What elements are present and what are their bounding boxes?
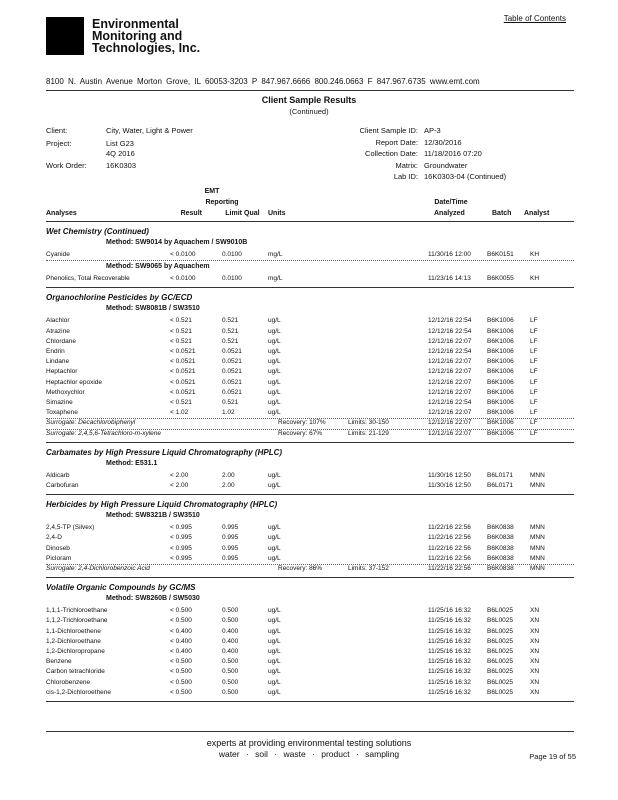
collection-date-value: 11/18/2016 07:20	[424, 149, 482, 158]
batch-id: B6L0171	[487, 482, 514, 489]
analyte-name: cis-1,2-Dichloroethene	[46, 688, 112, 696]
reporting-limit: 0.500	[222, 688, 239, 696]
result-value: < 0.500	[170, 658, 192, 666]
reporting-limit: 0.400	[222, 627, 239, 635]
footer-services: water · soil · waste · product · sampling	[218, 749, 400, 759]
analyte-name: Chlorobenzene	[46, 678, 91, 686]
analyte-name: Dinoseb	[46, 544, 70, 552]
analyte-name: Endrin	[46, 348, 65, 355]
result-value: < 0.521	[170, 327, 192, 335]
col-result: Result	[180, 210, 202, 217]
surrogate-recovery: Recovery: 86%	[278, 565, 323, 572]
analyzed-datetime: 11/25/16 16:32	[428, 688, 471, 696]
batch-id: B6L0171	[487, 471, 514, 479]
analyte-name: Carbon tetrachloride	[46, 668, 105, 676]
analyzed-datetime: 11/25/16 16:32	[428, 668, 471, 676]
report-date-label: Report Date:	[375, 138, 418, 147]
result-value: < 0.521	[170, 399, 192, 406]
analyst-id: LF	[530, 409, 538, 417]
reporting-limit: 0.995	[222, 544, 239, 552]
analyzed-datetime: 12/12/16 22:07	[428, 368, 472, 376]
batch-id: B6L0025	[487, 688, 514, 696]
result-value: < 0.0100	[170, 251, 196, 258]
analyzed-datetime: 12/12/16 22:07	[428, 419, 472, 427]
units-value: ug/L	[268, 358, 281, 366]
units-value: ug/L	[268, 607, 281, 615]
batch-id: B6K0838	[487, 534, 514, 542]
result-value: < 0.0521	[170, 368, 196, 376]
collection-date-label: Collection Date:	[365, 149, 418, 158]
analyzed-datetime: 11/22/16 22:56	[428, 544, 471, 552]
analyst-id: MNN	[530, 554, 545, 562]
analyte-name: Cyanide	[46, 251, 70, 258]
batch-id: B6K1006	[487, 317, 514, 325]
analyzed-datetime: 11/30/16 12:50	[428, 482, 471, 489]
section-title: Organochlorine Pesticides by GC/ECD	[46, 293, 193, 303]
units-value: ug/L	[268, 524, 281, 532]
analyte-name: 1,1-Dichloroethene	[46, 627, 101, 635]
col-reporting: Reporting	[205, 199, 239, 206]
result-value: < 1.02	[170, 409, 189, 417]
analyte-name: 2,4,5-TP (Silvex)	[46, 524, 95, 532]
batch-id: B6K0838	[487, 544, 514, 552]
analyte-name: Simazine	[46, 399, 73, 406]
analyte-name: Atrazine	[46, 327, 70, 335]
reporting-limit: 0.0521	[222, 388, 242, 396]
units-value: ug/L	[268, 409, 281, 417]
result-value: < 0.500	[170, 688, 192, 696]
result-value: < 0.500	[170, 607, 192, 615]
analyst-id: MNN	[530, 544, 545, 552]
footer-divider	[46, 731, 574, 732]
surrogate-limits: Limits: 30-150	[348, 419, 389, 427]
method-label: Method: SW8260B / SW5030	[106, 595, 200, 603]
analyzed-datetime: 12/12/16 22:07	[428, 409, 472, 417]
section-title: Carbamates by High Pressure Liquid Chromatography (HPLC)	[46, 447, 283, 457]
batch-id: B6K1006	[487, 368, 514, 376]
company-name	[92, 18, 200, 54]
col-batch: Batch	[492, 210, 512, 217]
method-divider	[46, 260, 574, 261]
surrogate-name: Surrogate: 2,4,5,6-Tetrachloro-m-xylene	[46, 429, 162, 437]
analyzed-datetime: 11/30/16 12:00	[428, 251, 471, 258]
analyte-name: Alachlor	[46, 317, 70, 325]
units-value: ug/L	[268, 388, 281, 396]
analyst-id: XN	[530, 668, 540, 676]
batch-id: B6L0025	[487, 607, 514, 615]
analyst-id: MNN	[530, 524, 545, 532]
units-value: ug/L	[268, 637, 281, 645]
analyzed-datetime: 11/25/16 16:32	[428, 678, 471, 686]
units-value: ug/L	[268, 337, 281, 345]
sample-id-label: Client Sample ID:	[359, 126, 418, 135]
reporting-limit: 0.0521	[222, 378, 242, 386]
method-label: Method: SW9065 by Aquachem	[106, 263, 210, 271]
analyte-name: Aldicarb	[46, 471, 70, 479]
batch-id: B6L0025	[487, 668, 514, 676]
reporting-limit: 0.995	[222, 534, 239, 542]
units-value: ug/L	[268, 368, 281, 376]
company-name-line2: Monitoring and	[92, 29, 183, 43]
company-address: 8100 N. Austin Avenue Morton Grove, IL 60053-3203 P 847.967.6666 800.246.0663 F 847.967.6735 www.emt.com	[46, 77, 480, 86]
section-title: Wet Chemistry (Continued)	[46, 227, 149, 236]
reporting-limit: 0.500	[222, 658, 239, 666]
batch-id: B6K1006	[487, 348, 514, 355]
footer-tagline: experts at providing environmental testing solutions	[206, 738, 412, 748]
col-limit: Limit	[225, 210, 242, 217]
surrogate-recovery: Recovery: 67%	[278, 429, 323, 437]
units-value: ug/L	[268, 471, 281, 479]
page-number: Page 19 of 55	[529, 752, 576, 761]
analyst-id: LF	[530, 399, 538, 406]
section-divider	[46, 577, 574, 578]
client-label: Client:	[46, 126, 68, 135]
analyst-id: XN	[530, 617, 540, 625]
workorder-value: 16K0303	[106, 161, 137, 170]
section-title: Herbicides by High Pressure Liquid Chromatography (HPLC)	[46, 500, 278, 510]
method-label: Method: E531.1	[106, 459, 158, 467]
reporting-limit: 0.521	[222, 399, 239, 406]
analyst-id: KH	[530, 251, 540, 258]
analyte-name: Benzene	[46, 658, 72, 666]
page-subtitle: (Continued)	[289, 107, 329, 116]
project-label: Project:	[46, 139, 72, 148]
result-value: < 0.400	[170, 627, 192, 635]
units-value: ug/L	[268, 627, 281, 635]
reporting-limit: 0.500	[222, 678, 239, 686]
report-date-value: 12/30/2016	[424, 138, 462, 147]
batch-id: B6K1006	[487, 337, 514, 345]
units-value: mg/L	[268, 275, 283, 283]
batch-id: B6L0025	[487, 648, 514, 655]
analyzed-datetime: 11/25/16 16:32	[428, 627, 471, 635]
units-value: ug/L	[268, 482, 281, 489]
method-label: Method: SW9014 by Aquachem / SW9010B	[106, 239, 248, 246]
result-value: < 0.500	[170, 668, 192, 676]
section-divider	[46, 701, 574, 702]
analyzed-datetime: 11/30/16 12:50	[428, 471, 471, 479]
analyte-name: 1,1,1-Trichloroethane	[46, 607, 108, 615]
result-value: < 0.500	[170, 617, 192, 625]
analyte-name: Picloram	[46, 554, 72, 562]
analyte-name: 1,2-Dichloroethane	[46, 637, 101, 645]
analyzed-datetime: 11/22/16 22:56	[428, 554, 471, 562]
reporting-limit: 0.400	[222, 637, 239, 645]
table-of-contents-link[interactable]: Table of Contents	[503, 14, 566, 23]
result-value: < 0.0521	[170, 348, 196, 355]
analyst-id: LF	[530, 419, 538, 427]
page-title: Client Sample Results	[261, 95, 357, 105]
analyst-id: LF	[530, 378, 538, 386]
section-title: Volatile Organic Compounds by GC/MS	[46, 583, 196, 593]
analyte-name: Lindane	[46, 358, 70, 366]
reporting-limit: 1.02	[222, 409, 235, 417]
company-logo	[46, 17, 84, 55]
analyte-name: 1,2-Dichloropropane	[46, 648, 105, 655]
analyte-name: Carbofuran	[46, 482, 79, 489]
analyzed-datetime: 11/25/16 16:32	[428, 607, 471, 615]
col-emt: EMT	[204, 188, 220, 195]
analyst-id: XN	[530, 637, 540, 645]
batch-id: B6K1006	[487, 399, 514, 406]
units-value: ug/L	[268, 668, 281, 676]
units-value: ug/L	[268, 554, 281, 562]
units-value: ug/L	[268, 317, 281, 325]
units-value: ug/L	[268, 534, 281, 542]
surrogate-recovery: Recovery: 107%	[278, 419, 326, 427]
analyzed-datetime: 12/12/16 22:07	[428, 337, 472, 345]
sample-id-value: AP-3	[424, 126, 441, 135]
analyst-id: XN	[530, 607, 540, 615]
lab-id-label: Lab ID:	[393, 172, 418, 181]
analyst-id: LF	[530, 388, 538, 396]
analyte-name: 2,4-D	[46, 534, 62, 542]
reporting-limit: 0.995	[222, 554, 239, 562]
analyzed-datetime: 11/25/16 16:32	[428, 637, 471, 645]
section-divider	[46, 287, 574, 288]
analyst-id: MNN	[530, 471, 545, 479]
result-value: < 0.995	[170, 544, 192, 552]
result-value: < 0.521	[170, 337, 192, 345]
analyzed-datetime: 12/12/16 22:07	[428, 388, 472, 396]
company-name-line1: Environmental	[92, 17, 179, 31]
project-value-2: 4Q 2016	[106, 149, 135, 158]
analyzed-datetime: 12/12/16 22:07	[428, 358, 472, 366]
analyzed-datetime: 12/12/16 22:54	[428, 399, 472, 406]
units-value: ug/L	[268, 658, 281, 666]
reporting-limit: 0.500	[222, 668, 239, 676]
units-value: ug/L	[268, 617, 281, 625]
method-label: Method: SW8081B / SW3510	[106, 305, 200, 313]
batch-id: B6K1006	[487, 327, 514, 335]
units-value: ug/L	[268, 648, 281, 655]
analyte-name: Phenolics, Total Recoverable	[46, 275, 130, 283]
col-qual: Qual	[244, 210, 260, 217]
reporting-limit: 0.521	[222, 327, 239, 335]
header-divider	[46, 90, 574, 91]
surrogate-name: Surrogate: 2,4-Dichlorobenzoic Acid	[46, 565, 150, 572]
analyst-id: XN	[530, 688, 540, 696]
col-analyses: Analyses	[46, 210, 77, 217]
analyte-name: Toxaphene	[46, 409, 78, 417]
batch-id: B6K1006	[487, 388, 514, 396]
analyst-id: LF	[530, 429, 538, 437]
result-value: < 0.500	[170, 678, 192, 686]
units-value: ug/L	[268, 678, 281, 686]
surrogate-name: Surrogate: Decachlorobiphenyl	[46, 419, 136, 427]
analyzed-datetime: 12/12/16 22:07	[428, 378, 472, 386]
batch-id: B6K0838	[487, 565, 514, 572]
analyzed-datetime: 11/22/16 22:56	[428, 524, 471, 532]
col-units: Units	[268, 210, 286, 217]
batch-id: B6L0025	[487, 658, 514, 666]
result-value: < 0.0521	[170, 358, 196, 366]
reporting-limit: 0.400	[222, 648, 239, 655]
analyst-id: LF	[530, 327, 538, 335]
result-value: < 0.995	[170, 554, 192, 562]
section-divider	[46, 442, 574, 443]
batch-id: B6K0055	[487, 275, 514, 283]
units-value: ug/L	[268, 399, 281, 406]
client-value: City, Water, Light & Power	[106, 126, 193, 135]
batch-id: B6K0838	[487, 554, 514, 562]
analyte-name: Methoxychlor	[46, 388, 85, 396]
analyst-id: MNN	[530, 565, 545, 572]
batch-id: B6K1006	[487, 358, 514, 366]
analyst-id: MNN	[530, 534, 545, 542]
analyzed-datetime: 11/23/16 14:13	[428, 275, 471, 283]
result-value: < 0.521	[170, 317, 192, 325]
analyte-name: Heptachlor epoxide	[46, 378, 103, 386]
analyzed-datetime: 11/25/16 16:32	[428, 658, 471, 666]
col-datetime: Date/Time	[434, 199, 468, 206]
analyzed-datetime: 12/12/16 22:54	[428, 327, 472, 335]
lab-id-value: 16K0303-04 (Continued)	[424, 172, 507, 181]
reporting-limit: 0.500	[222, 607, 239, 615]
batch-id: B6L0025	[487, 617, 514, 625]
workorder-label: Work Order:	[46, 161, 87, 170]
analyzed-datetime: 12/12/16 22:54	[428, 317, 472, 325]
surrogate-limits: Limits: 21-129	[348, 429, 389, 437]
batch-id: B6K0151	[487, 251, 514, 258]
column-header-divider	[46, 221, 574, 222]
result-value: < 0.995	[170, 524, 192, 532]
reporting-limit: 0.0100	[222, 275, 242, 283]
units-value: mg/L	[268, 251, 283, 258]
result-value: < 0.0100	[170, 275, 196, 283]
units-value: ug/L	[268, 378, 281, 386]
batch-id: B6K1006	[487, 419, 514, 427]
reporting-limit: 0.0521	[222, 368, 242, 376]
method-label: Method: SW8321B / SW3510	[106, 512, 200, 520]
batch-id: B6K1006	[487, 378, 514, 386]
section-divider	[46, 494, 574, 495]
reporting-limit: 0.0521	[222, 358, 242, 366]
analyst-id: LF	[530, 317, 538, 325]
result-value: < 0.400	[170, 648, 192, 655]
analyst-id: LF	[530, 337, 538, 345]
units-value: ug/L	[268, 327, 281, 335]
col-analyzed: Analyzed	[434, 210, 465, 217]
result-value: < 2.00	[170, 471, 189, 479]
reporting-limit: 0.521	[222, 337, 239, 345]
batch-id: B6L0025	[487, 627, 514, 635]
analyst-id: LF	[530, 368, 538, 376]
analyst-id: KH	[530, 275, 540, 283]
reporting-limit: 0.500	[222, 617, 239, 625]
reporting-limit: 0.0100	[222, 251, 242, 258]
analyzed-datetime: 12/12/16 22:07	[428, 429, 472, 437]
units-value: ug/L	[268, 544, 281, 552]
analyst-id: XN	[530, 627, 540, 635]
batch-id: B6L0025	[487, 637, 514, 645]
result-value: < 0.400	[170, 637, 192, 645]
reporting-limit: 0.995	[222, 524, 239, 532]
analyzed-datetime: 11/22/16 22:56	[428, 534, 471, 542]
analyzed-datetime: 11/22/16 22:56	[428, 565, 471, 572]
analyst-id: XN	[530, 678, 540, 686]
analyst-id: LF	[530, 348, 538, 355]
matrix-value: Groundwater	[424, 161, 468, 170]
reporting-limit: 2.00	[222, 471, 235, 479]
project-value-1: List G23	[106, 139, 134, 148]
company-name-line3: Technologies, Inc.	[92, 41, 201, 55]
analyzed-datetime: 12/12/16 22:54	[428, 348, 472, 355]
units-value: ug/L	[268, 688, 281, 696]
analyte-name: Chlordane	[46, 337, 76, 345]
units-value: ug/L	[268, 348, 281, 355]
analyst-id: MNN	[530, 482, 545, 489]
batch-id: B6K1006	[487, 409, 514, 417]
batch-id: B6L0025	[487, 678, 514, 686]
analyzed-datetime: 11/25/16 16:32	[428, 617, 471, 625]
col-analyst: Analyst	[524, 210, 550, 217]
analyst-id: LF	[530, 358, 538, 366]
reporting-limit: 0.0521	[222, 348, 242, 355]
analyzed-datetime: 11/25/16 16:32	[428, 648, 471, 655]
reporting-limit: 2.00	[222, 482, 235, 489]
result-value: < 2.00	[170, 482, 189, 489]
analyst-id: XN	[530, 648, 540, 655]
result-value: < 0.0521	[170, 388, 196, 396]
analyte-name: Heptachlor	[46, 368, 78, 376]
reporting-limit: 0.521	[222, 317, 239, 325]
matrix-label: Matrix:	[395, 161, 418, 170]
analyte-name: 1,1,2-Trichloroethane	[46, 617, 108, 625]
result-value: < 0.995	[170, 534, 192, 542]
analyst-id: XN	[530, 658, 540, 666]
result-value: < 0.0521	[170, 378, 196, 386]
batch-id: B6K0838	[487, 524, 514, 532]
batch-id: B6K1006	[487, 429, 514, 437]
surrogate-limits: Limits: 37-152	[348, 565, 389, 572]
